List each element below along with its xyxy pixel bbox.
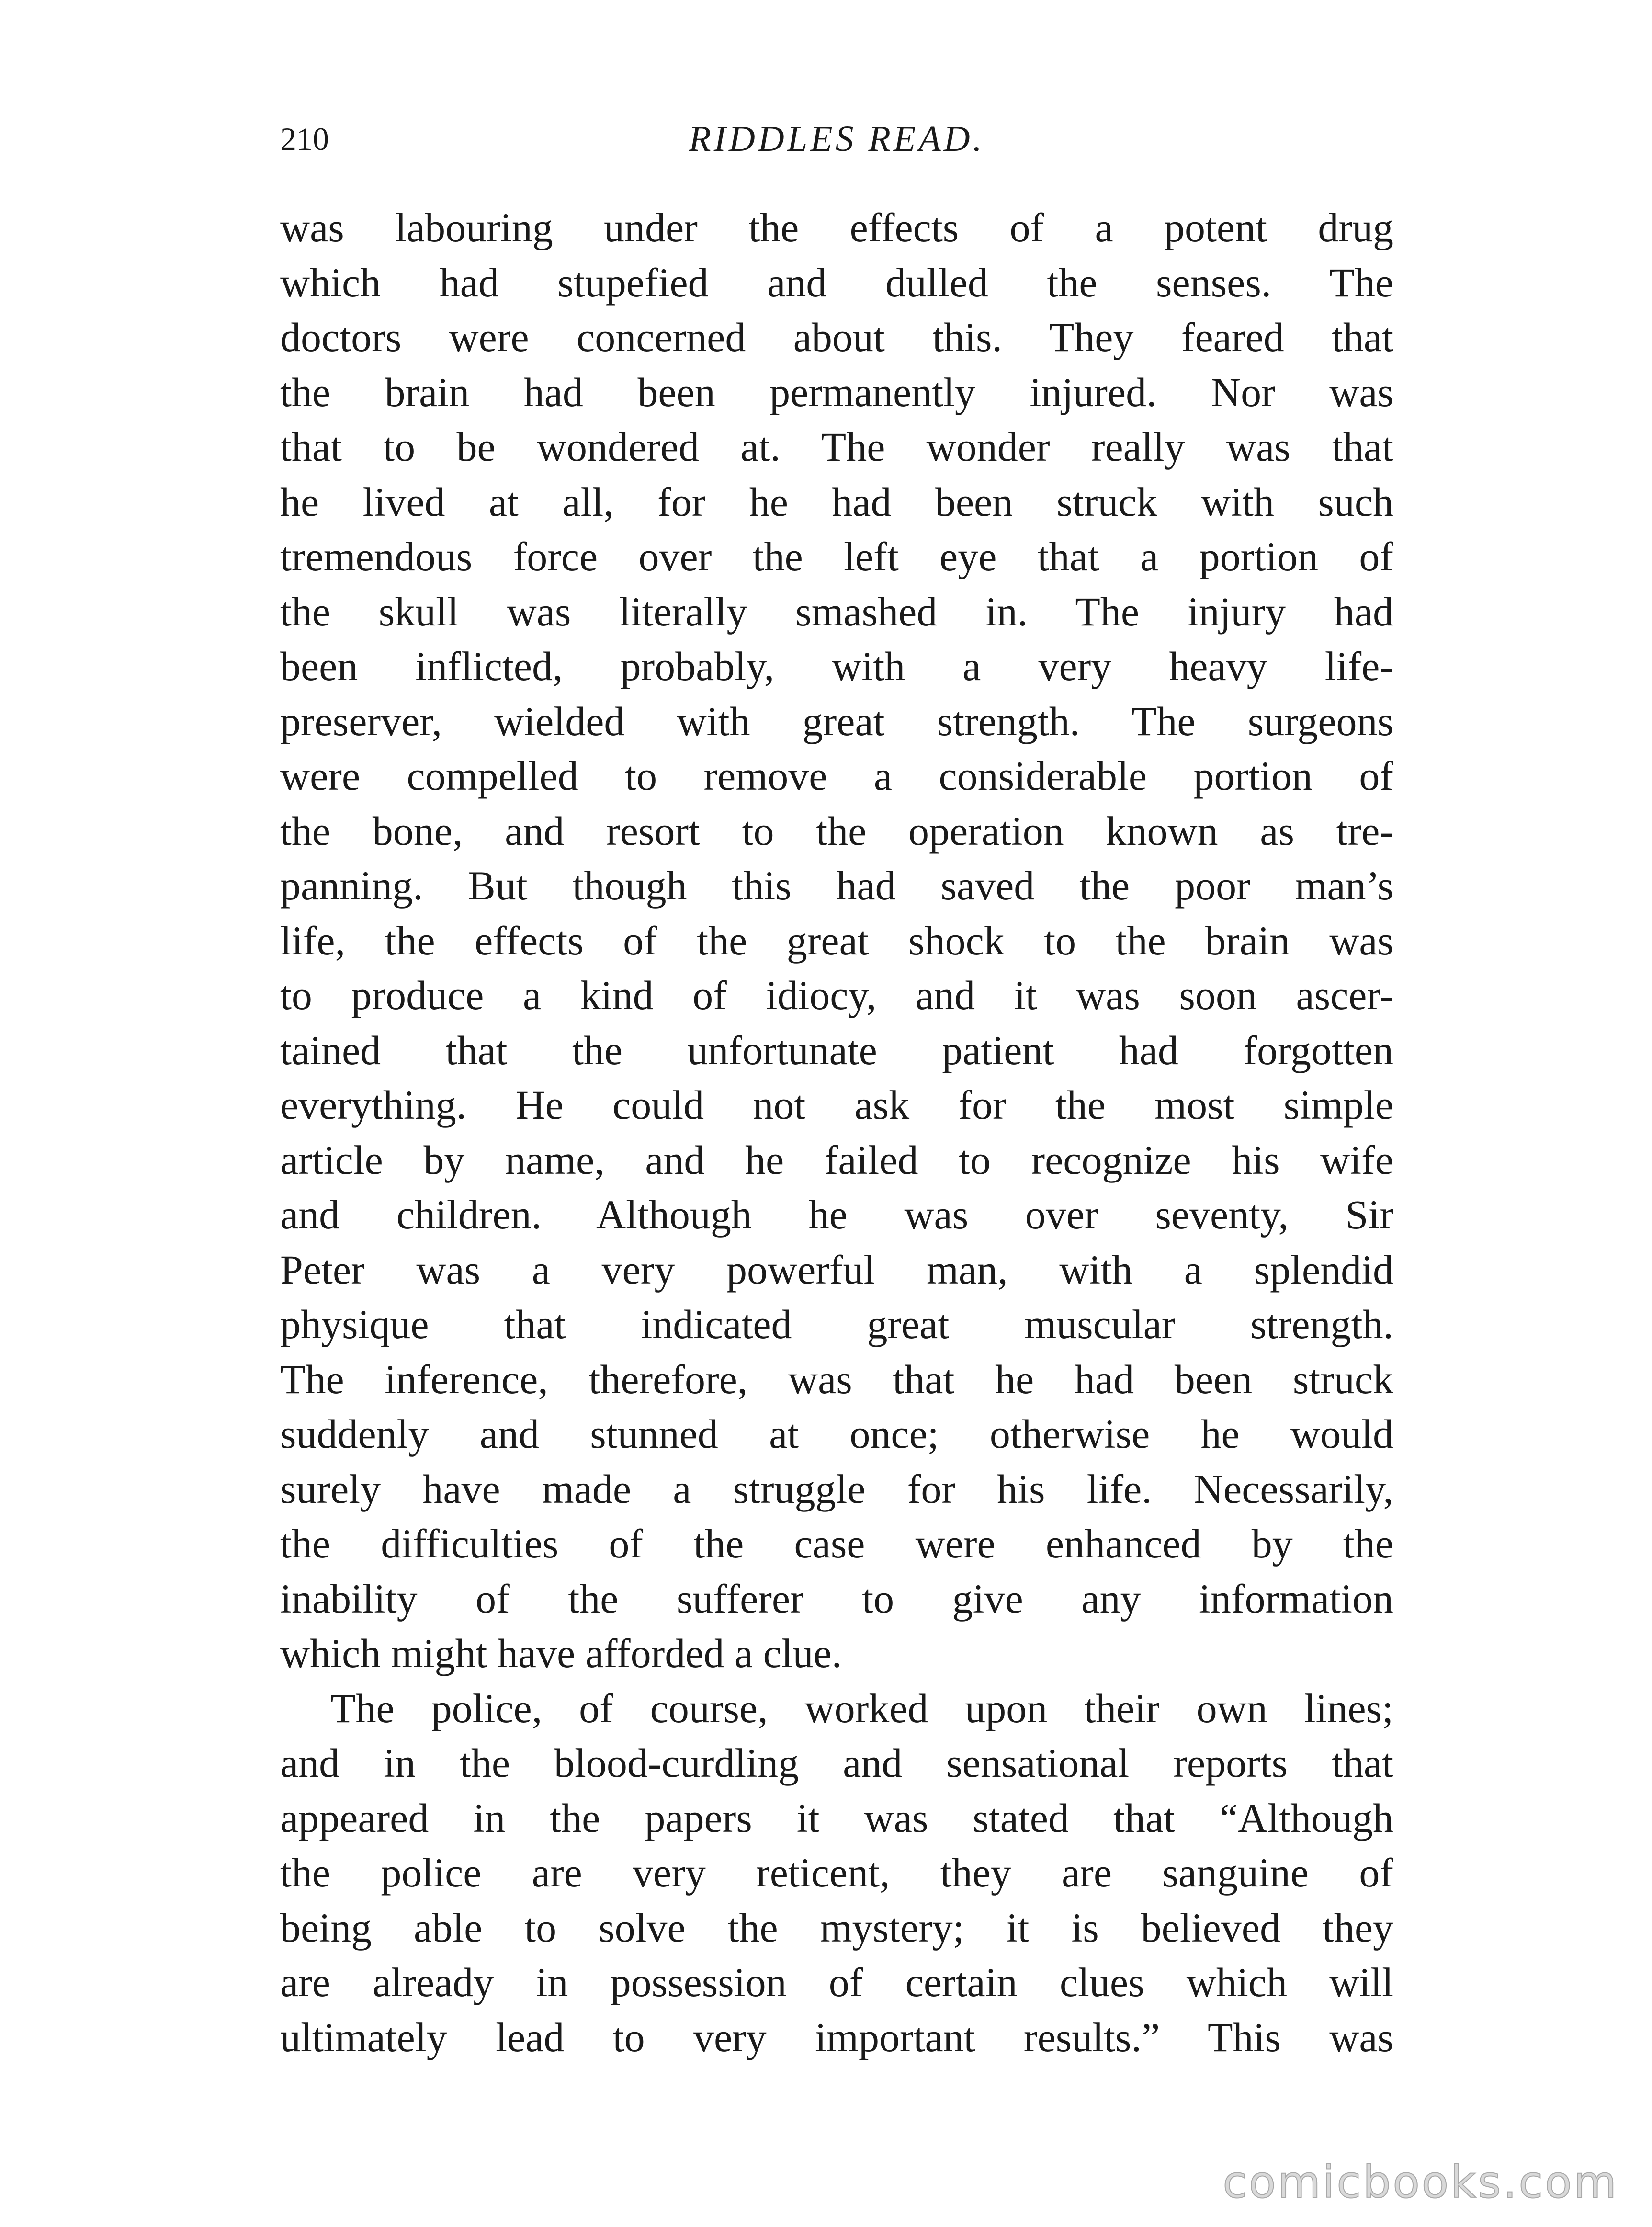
text-line: the bone, and resort to the operation known as tre- (280, 807, 1393, 854)
page-number: 210 (280, 121, 329, 157)
text-line: surely have made a struggle for his life. Necessarily, (280, 1466, 1393, 1512)
text-line: life, the effects of the great shock to the brain was (280, 917, 1393, 964)
running-title: RIDDLES READ. (689, 119, 985, 159)
text-line: he lived at all, for he had been struck with such (280, 478, 1393, 525)
text-line: the brain had been permanently injured. Nor was (280, 369, 1393, 415)
text-line: doctors were concerned about this. They feared that (280, 314, 1393, 360)
text-line: the skull was literally smashed in. The injury had (280, 588, 1393, 635)
text-line: physique that indicated great muscular strength. (280, 1301, 1393, 1347)
text-line: preserver, wielded with great strength. The surgeons (280, 698, 1393, 744)
text-line: Peter was a very powerful man, with a splendid (280, 1246, 1393, 1293)
text-line: the difficulties of the case were enhanced by the (280, 1521, 1393, 1567)
text-line: were compelled to remove a considerable portion of (280, 753, 1393, 799)
text-line: panning. But though this had saved the poor man’s (280, 863, 1393, 909)
text-line: The inference, therefore, was that he had been struck (280, 1356, 1393, 1402)
text-line: appeared in the papers it was stated that “Although (280, 1795, 1393, 1841)
text-line: which had stupefied and dulled the senses. The (280, 259, 1393, 306)
text-line: tremendous force over the left eye that a portion of (280, 534, 1393, 579)
text-line: was labouring under the effects of a potent drug (280, 205, 1393, 250)
paragraph (280, 200, 1393, 1681)
body-text (280, 200, 1393, 2065)
text-line: and children. Although he was over seventy, Sir (280, 1192, 1393, 1238)
text-line: the police are very reticent, they are sanguine of (280, 1850, 1393, 1896)
text-line: being able to solve the mystery; it is believed they (280, 1904, 1393, 1951)
text-line: inability of the sufferer to give any information (280, 1575, 1393, 1622)
text-line: are already in possession of certain clues which will (280, 1959, 1393, 2005)
text-line: which might have afforded a clue. (280, 1630, 842, 1676)
watermark: comicbooks.com (1222, 2157, 1618, 2208)
text-line: and in the blood-curdling and sensational reports that (280, 1740, 1393, 1786)
text-line: been inflicted, probably, with a very heavy life- (280, 643, 1393, 689)
running-head (280, 115, 1393, 163)
text-line: The police, of course, worked upon their own lines; (330, 1685, 1393, 1731)
text-line: ultimately lead to very important results.” This was (280, 2014, 1393, 2060)
text-line: tained that the unfortunate patient had forgotten (280, 1027, 1393, 1073)
text-line: to produce a kind of idiocy, and it was soon ascer- (280, 972, 1393, 1018)
text-line: suddenly and stunned at once; otherwise he would (280, 1411, 1393, 1457)
paragraph (280, 1681, 1393, 2065)
text-line: everything. He could not ask for the most simple (280, 1082, 1393, 1128)
text-line: that to be wondered at. The wonder really was that (280, 424, 1393, 470)
text-line: article by name, and he failed to recognize his wife (280, 1136, 1393, 1183)
